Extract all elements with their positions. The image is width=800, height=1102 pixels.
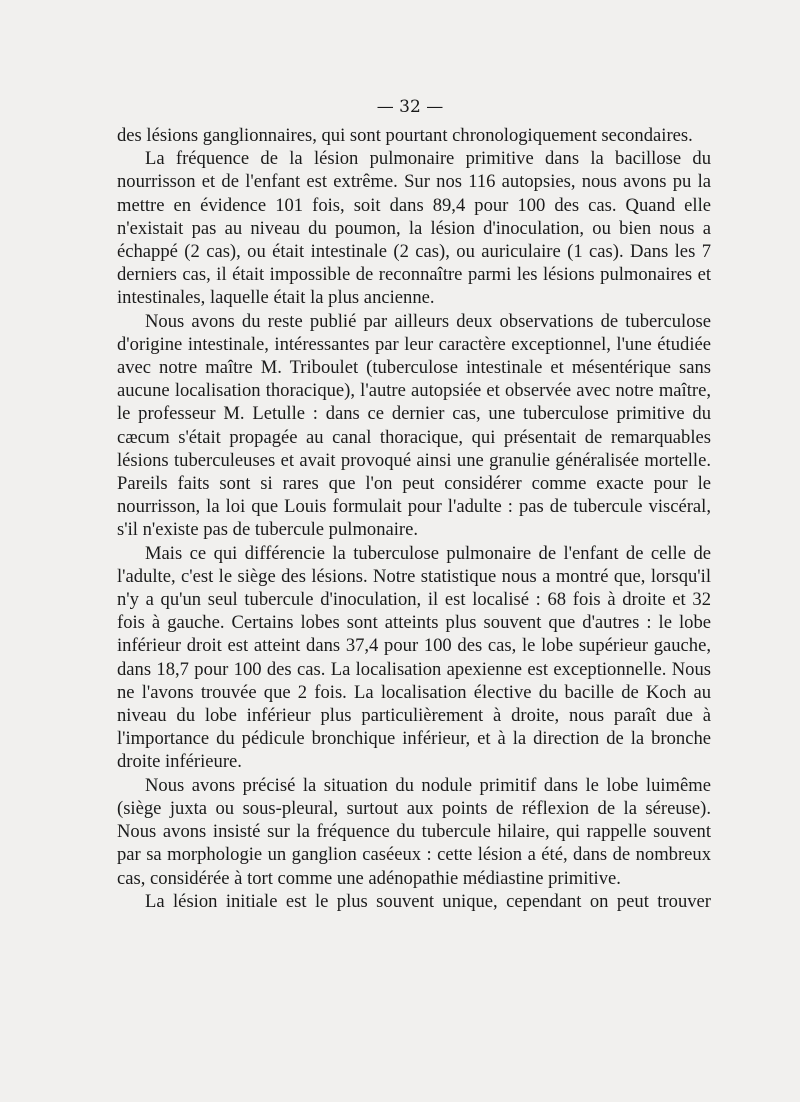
paragraph-2: La fréquence de la lésion pulmonaire primitive dans la bacillose du nourrisson et de l'enfant est extrême. Sur nos 116 autopsies, nous avons pu la mettre en évidence 101 fois, soit dans 89,4 pour 100 des cas. Quand elle n'existait pas au niveau du poumon, la lésion d'inoculation, ou bien nous a échappé (2 cas), ou était intestinale (2 cas), ou auriculaire (1 cas). Dans les 7 derniers cas, il était impossible de reconnaître parmi les lésions pulmonaires et intestinales, laquelle était la plus ancienne. [117, 148, 711, 309]
paragraph-1: des lésions ganglionnaires, qui sont pourtant chronologiquement secondaires. [117, 125, 693, 146]
paragraph-5: Nous avons précisé la situation du nodule primitif dans le lobe luimême (siège juxta ou sous-pleural, surtout aux points de réflexion de la séreuse). Nous avons insisté sur la fréquence du tubercule hilaire, qui rappelle souvent par sa morphologie un ganglion caséeux : cette lésion a été, dans de nombreux cas, considérée à tort comme une adénopathie médiastine primitive. [117, 774, 711, 889]
body-text [117, 124, 711, 913]
paragraph-3: Nous avons du reste publié par ailleurs deux observations de tuberculose d'origine intestinale, intéressantes par leur caractère exceptionnel, l'une étudiée avec notre maître M. Triboulet (tuberculose intestinale et mésentérique sans aucune localisation thoracique), l'autre autopsiée et observée avec notre maître, le professeur M. Letulle : dans ce dernier cas, une tuberculose primitive du cæcum s'était propagée au canal thoracique, qui présentait de remarquables lésions tuberculeuses et avait provoqué ainsi une granulie généralisée mortelle. Pareils faits sont si rares que l'on peut considérer comme exacte pour le nourrisson, la loi que Louis formulait pour l'adulte : pas de tubercule viscéral, s'il n'existe pas de tubercule pulmonaire. [117, 310, 711, 541]
page-number: — 32 — [376, 97, 444, 117]
paragraph-6: La lésion initiale est le plus souvent unique, cependant on peut trouver [145, 890, 711, 912]
paragraph-4: Mais ce qui différencie la tuberculose pulmonaire de l'enfant de celle de l'adulte, c'est le siège des lésions. Notre statistique nous a montré que, lorsqu'il n'y a qu'un seul tubercule d'inoculation, il est localisé : 68 fois à droite et 32 fois à gauche. Certains lobes sont atteints plus souvent que d'autres : le lobe inférieur droit est atteint dans 37,4 pour 100 des cas, le lobe supérieur gauche, dans 18,7 pour 100 des cas. La localisation apexienne est exceptionnelle. Nous ne l'avons trouvée que 2 fois. La localisation élective du bacille de Koch au niveau du lobe inférieur plus particulièrement à droite, nous paraît due à l'importance du pédicule bronchique inférieur, et à la direction de la bronche droite inférieure. [117, 542, 711, 773]
